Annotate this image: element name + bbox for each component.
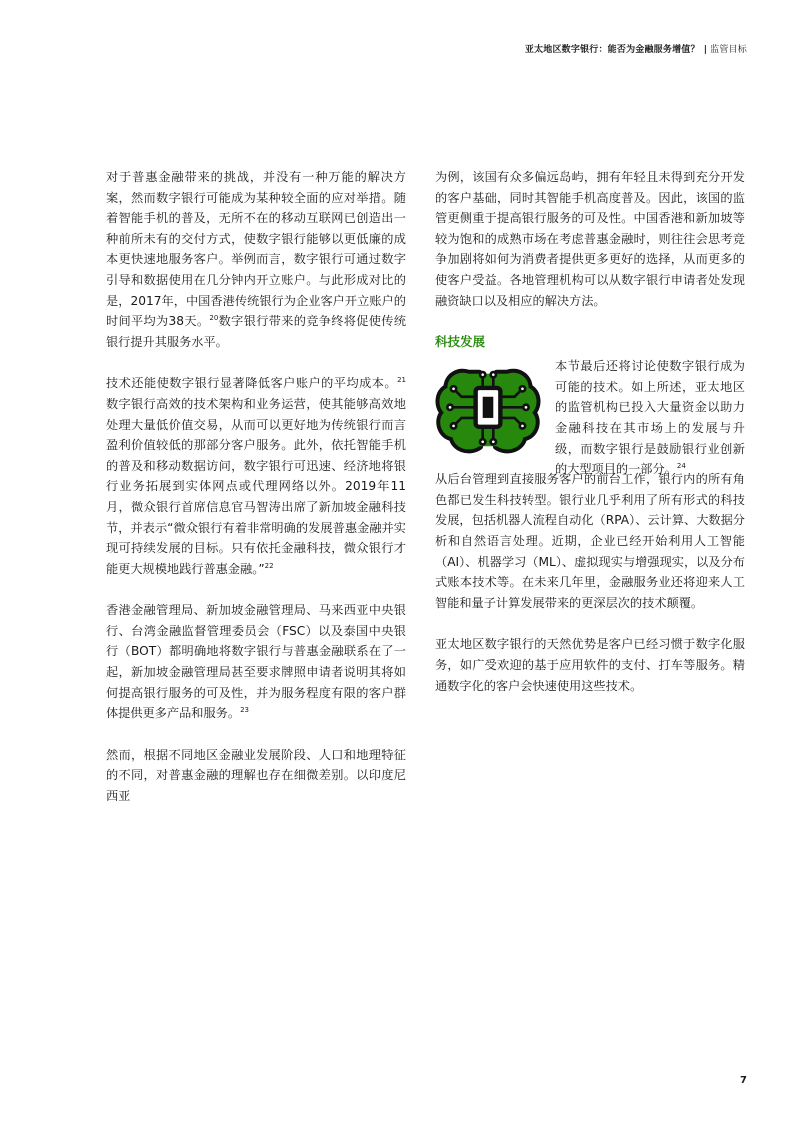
header-title: 亚太地区数字银行：能否为金融服务增值？ [524,45,700,55]
footnote-ref-20[interactable]: 20 [209,314,219,323]
paragraph-tech-transformation: 从后台管理到直接服务客户的前台工作，银行内的所有角色都已发生科技转型。银行业几乎利用了所有形式的科技发展，包括机器人流程自动化（RPA）、云计算、大数据分析和自然语言处理。近期，企业已经开始利用人工智能（AI）、机器学习（ML）、虚拟现实与增强现实，以及分布式账本技术等。在未来几年里，金融服务业还将迎来人工智能和量子计算发展带来的更深层次的技术颠覆。 [435,472,745,610]
footnote-ref-22[interactable]: 22 [264,561,274,570]
header-section: 监管目标 [710,45,747,55]
tech-figure-block [435,356,745,477]
footnote-ref-21[interactable]: 21 [397,376,406,385]
paragraph-natural-advantage: 亚太地区数字银行的天然优势是客户已经习惯于数字化服务，如广受欢迎的基于应用软件的支付、打车等服务。精通数字化的客户会快速使用这些技术。 [435,637,745,693]
paragraph-indonesia-example: 为例，该国有众多偏远岛屿，拥有年轻且未得到充分开发的客户基础，同时其智能手机高度普及。因此，该国的监管更侧重于提高银行服务的可及性。中国香港和新加坡等较为饱和的成熟市场在考虑普惠金融时，则往往会思考竞争加剧将如何为消费者提供更多更好的选择，从而更多的使客户受益。各地管理机构可以从数字银行申请者处发现融资缺口以及相应的解决方法。 [435,170,745,308]
footnote-ref-23[interactable]: 23 [240,706,249,715]
page-number: 7 [740,1075,747,1086]
running-header [525,42,747,55]
section-heading-tech: 科技发展 [435,334,486,350]
footnote-ref-24[interactable]: 24 [676,462,686,471]
left-column [106,167,406,828]
right-column [435,167,745,717]
brain-chip-icon [435,360,541,460]
paragraph-inclusion-challenge: 对于普惠金融带来的挑战，并没有一种万能的解决方案，然而数字银行可能成为某种较全面的应对举措。随着智能手机的普及，无所不在的移动互联网已创造出一种前所未有的交付方式，使数字银行能够以更低廉的成本更快速地服务客户。举例而言，数字银行可通过数字引导和数据使用在几分钟内开立账户。与此形成对比的是，2017年，中国香港传统银行为企业客户开立账户的时间平均为38天。$^{20}$数字银行带来的竞争终将促使传统银行提升其服务水平。 [106,170,407,349]
paragraph-regulators: 香港金融管理局、新加坡金融管理局、马来西亚中央银行、台湾金融监督管理委员会（FSC）以及泰国中央银行（BOT）都明确地将数字银行与普惠金融联系在了一起，新加坡金融管理局甚至要求牌照申请者说明其将如何提高银行服务的可及性，并为服务程度有限的客户群体提供更多产品和服务。$^{23}$ [106,603,406,721]
paragraph-differences: 然而，根据不同地区金融业发展阶段、人口和地理特征的不同，对普惠金融的理解也存在细微差别。以印度尼西亚 [106,747,406,804]
paragraph-cost-reduction: 技术还能使数字银行显著降低客户账户的平均成本。$^{21}$数字银行高效的技术架构和业务运营，使其能够高效地处理大量低价值交易，从而可以更好地为传统银行而言盈利价值较低的那部分客户服务。此外，依托智能手机的普及和移动数据访问，数字银行可迅速、经济地将银行业务拓展到实体网点或代理网络以外。2019年11月，微众银行首席信息官马智涛出席了新加坡金融科技节，并表示“微众银行有着非常明确的发展普惠金融并实现可持续发展的目标。只有依托金融科技，微众银行才能更大规模地践行普惠金融。”$^{22}$ [106,376,406,576]
header-separator: | [703,45,708,55]
paragraph-tech-intro: 本节最后还将讨论使数字银行成为可能的技术。如上所述，亚太地区的监管机构已投入大量资金以助力金融科技在其市场上的发展与升级，而数字银行是鼓励银行业创新的大型项目的一部分。$^{24}$ [555,359,745,477]
